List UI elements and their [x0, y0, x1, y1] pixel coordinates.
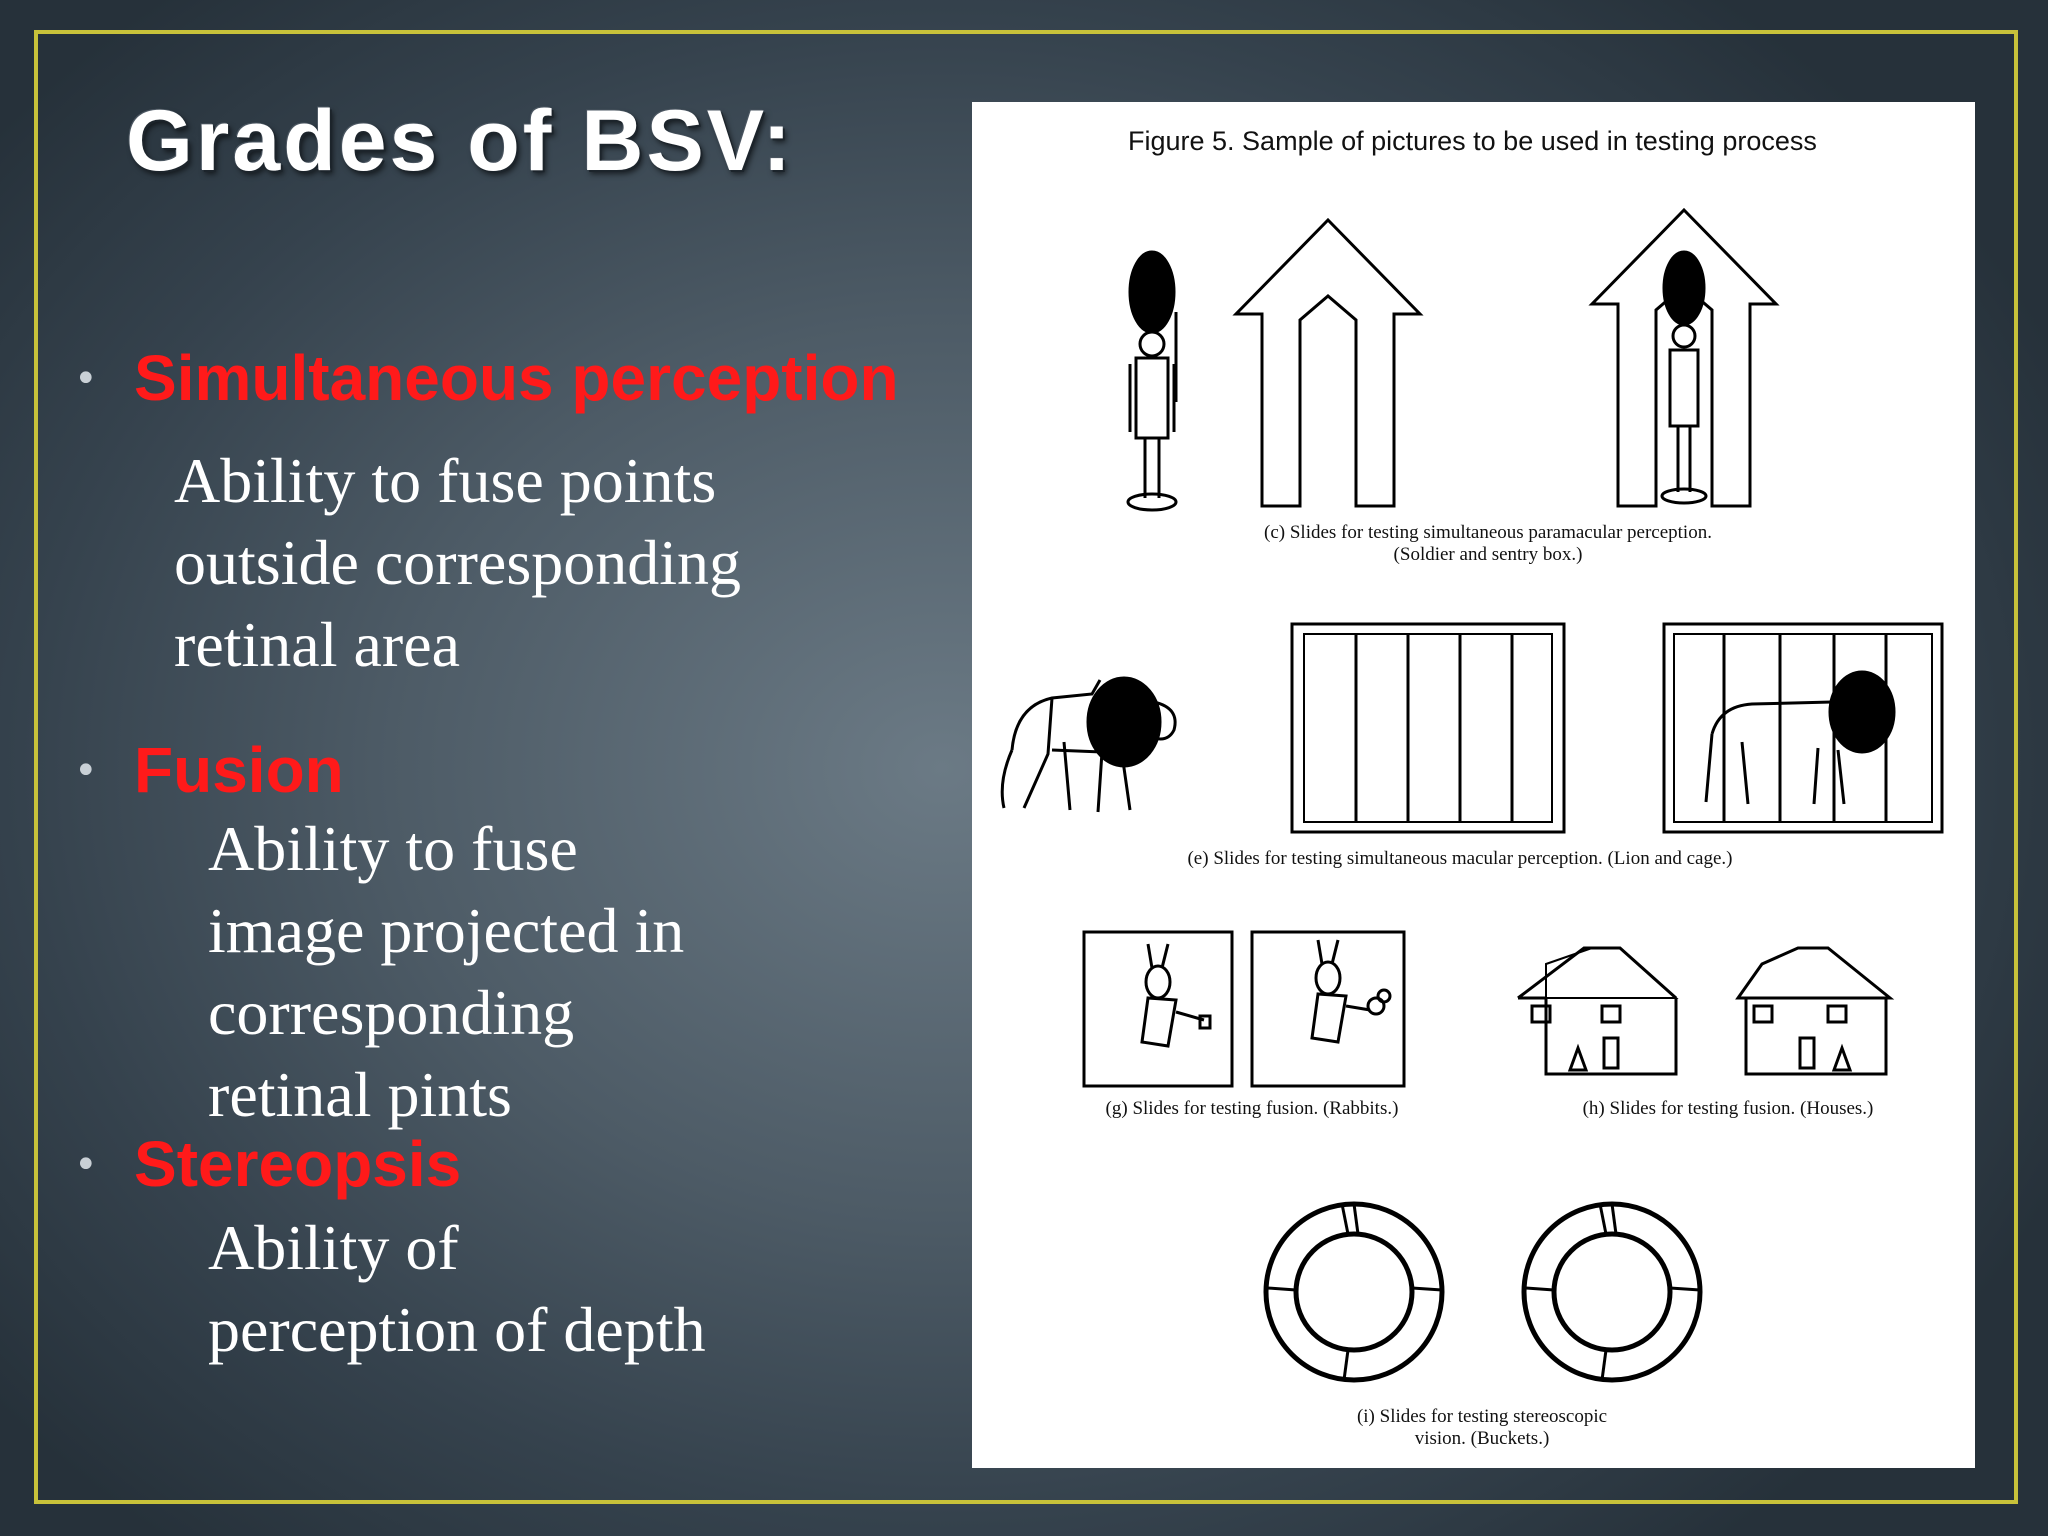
caption-line: (c) Slides for testing simultaneous paramacular perception.: [1264, 522, 1712, 543]
lion-illustration: [1002, 678, 1175, 812]
description-line: corresponding: [208, 977, 575, 1048]
figure-illustrations: [972, 102, 1975, 1468]
soldier-illustration: [1128, 252, 1176, 510]
caption-e: (e) Slides for testing simultaneous macular perception. (Lion and cage.): [1187, 848, 1733, 869]
bullet-description-fusion: [208, 808, 684, 1136]
caption-c: [1208, 522, 1768, 566]
bullet-heading-fusion: Fusion: [134, 734, 344, 806]
bullet-description-stereopsis: [208, 1207, 706, 1371]
description-line: retinal area: [174, 609, 460, 680]
caption-i: [1302, 1406, 1662, 1450]
bullet-marker: •: [74, 1142, 98, 1188]
bullet-marker: •: [74, 356, 98, 402]
caption-g: (g) Slides for testing fusion. (Rabbits.): [1105, 1098, 1399, 1119]
bucket-slides-illustration: [1266, 1204, 1700, 1380]
cage-illustration: [1292, 624, 1564, 832]
slide-title: Grades of BSV:: [126, 93, 795, 189]
rabbit-slides-illustration: [1084, 932, 1404, 1086]
lion-in-cage-illustration: [1664, 624, 1942, 832]
description-line: retinal pints: [208, 1059, 512, 1130]
description-line: Ability of: [208, 1212, 459, 1283]
figure-title: Figure 5. Sample of pictures to be used in testing process: [1128, 126, 1817, 156]
description-line: outside corresponding: [174, 527, 741, 598]
bullet-marker: •: [74, 748, 98, 794]
description-line: perception of depth: [208, 1294, 706, 1365]
sentry-box-illustration: [1236, 220, 1420, 506]
figure-panel: [972, 102, 1975, 1468]
description-line: Ability to fuse points: [174, 445, 717, 516]
house-slides-illustration: [1518, 948, 1890, 1074]
caption-line: vision. (Buckets.): [1414, 1428, 1550, 1449]
caption-h: (h) Slides for testing fusion. (Houses.): [1582, 1098, 1874, 1119]
description-line: Ability to fuse: [208, 813, 578, 884]
bullet-heading-stereopsis: Stereopsis: [134, 1128, 462, 1200]
soldier-in-sentry-box-illustration: [1592, 210, 1776, 506]
caption-line: (Soldier and sentry box.): [1393, 544, 1583, 565]
bullet-description-simultaneous-perception: [174, 440, 741, 686]
bullet-heading-simultaneous-perception: Simultaneous perception: [134, 342, 899, 414]
caption-line: (i) Slides for testing stereoscopic: [1356, 1406, 1608, 1427]
description-line: image projected in: [208, 895, 685, 966]
